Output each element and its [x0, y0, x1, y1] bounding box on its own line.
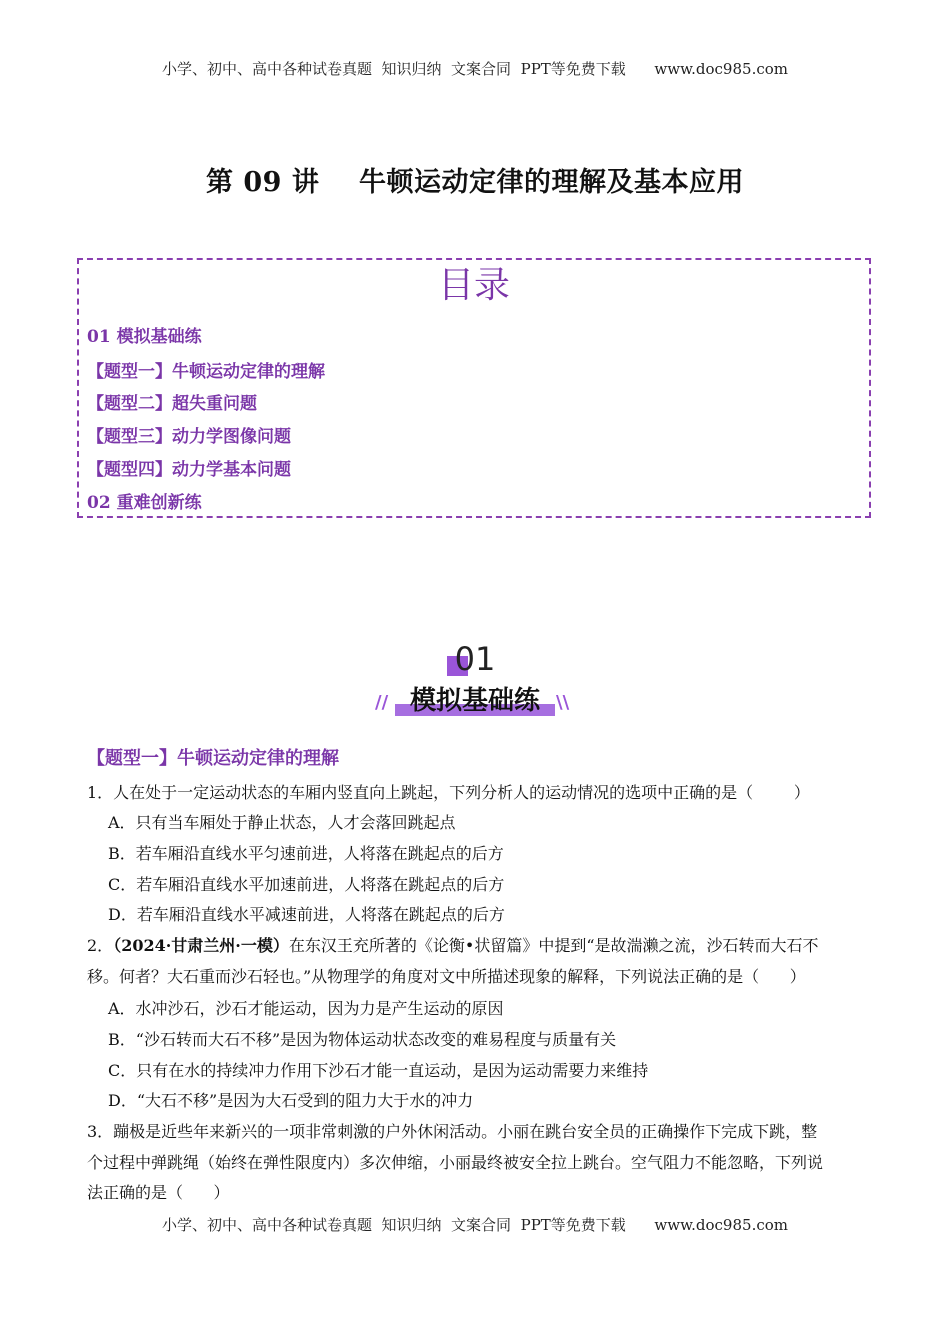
- page-title: 第 09 讲 牛顿运动定律的理解及基本应用: [206, 167, 744, 198]
- toc-heading: 目录: [437, 265, 510, 306]
- question-1-option-a: A．只有当车厢处于静止状态，人才会落回跳起点: [108, 813, 456, 832]
- section-number: 01: [454, 640, 496, 678]
- toc-item-type-3[interactable]: 【题型三】动力学图像问题: [87, 427, 291, 447]
- toc-item-type-1[interactable]: 【题型一】牛顿运动定律的理解: [87, 362, 325, 382]
- toc-item-advanced-practice[interactable]: 02 重难创新练: [87, 493, 202, 513]
- question-3-line-1: 3．蹦极是近些年来新兴的一项非常刺激的户外休闲活动。小丽在跳台安全员的正确操作下完成下跳，整: [87, 1122, 818, 1141]
- question-2-option-c: C．只有在水的持续冲力作用下沙石才能一直运动，是因为运动需要力来维持: [108, 1061, 649, 1080]
- question-1-option-b: B．若车厢沿直线水平匀速前进，人将落在跳起点的后方: [108, 844, 504, 863]
- question-2-option-b: B．“沙石转而大石不移”是因为物体运动状态改变的难易程度与质量有关: [108, 1030, 617, 1049]
- question-1-stem: 1．人在处于一定运动状态的车厢内竖直向上跳起，下列分析人的运动情况的选项中正确的是（ ）: [87, 783, 810, 802]
- type-1-heading: 【题型一】牛顿运动定律的理解: [87, 748, 339, 769]
- question-2-stem-text: 在东汉王充所著的《论衡•状留篇》中提到“是故湍濑之流，沙石转而大石不: [288, 936, 819, 955]
- question-2-source: （2024·甘肃兰州·一模）: [113, 936, 289, 955]
- question-1-option-d: D．若车厢沿直线水平减速前进，人将落在跳起点的后方: [108, 905, 505, 924]
- toc-item-type-4[interactable]: 【题型四】动力学基本问题: [87, 460, 291, 480]
- toc-item-type-2[interactable]: 【题型二】超失重问题: [87, 394, 257, 414]
- section-deco-left: //: [375, 692, 389, 713]
- question-3-line-3: 法正确的是（ ）: [87, 1183, 230, 1202]
- page-footer: 小学、初中、高中各种试卷真题 知识归纳 文案合同 PPT等免费下载 www.doc985.com: [161, 1216, 788, 1234]
- section-title: 模拟基础练: [409, 686, 540, 716]
- question-1-option-c: C．若车厢沿直线水平加速前进，人将落在跳起点的后方: [108, 875, 505, 894]
- page-header: 小学、初中、高中各种试卷真题 知识归纳 文案合同 PPT等免费下载 www.doc985.com: [161, 60, 788, 78]
- question-3-line-2: 个过程中弹跳绳（始终在弹性限度内）多次伸缩，小丽最终被安全拉上跳台。空气阻力不能忽略，下列说: [87, 1153, 824, 1172]
- section-deco-right: \\: [556, 692, 570, 713]
- question-2-number: 2．: [87, 936, 114, 955]
- question-2-stem-line-2: 移。何者？大石重而沙石轻也。”从物理学的角度对文中所描述现象的解释，下列说法正确的是（ ）: [87, 967, 806, 986]
- toc-item-basic-practice[interactable]: 01 模拟基础练: [87, 327, 202, 347]
- question-2-option-d: D．“大石不移”是因为大石受到的阻力大于水的冲力: [108, 1091, 474, 1110]
- question-2-option-a: A．水冲沙石，沙石才能运动，因为力是产生运动的原因: [108, 999, 504, 1018]
- question-2-stem-line-1: [87, 933, 819, 956]
- table-of-contents: [77, 258, 871, 518]
